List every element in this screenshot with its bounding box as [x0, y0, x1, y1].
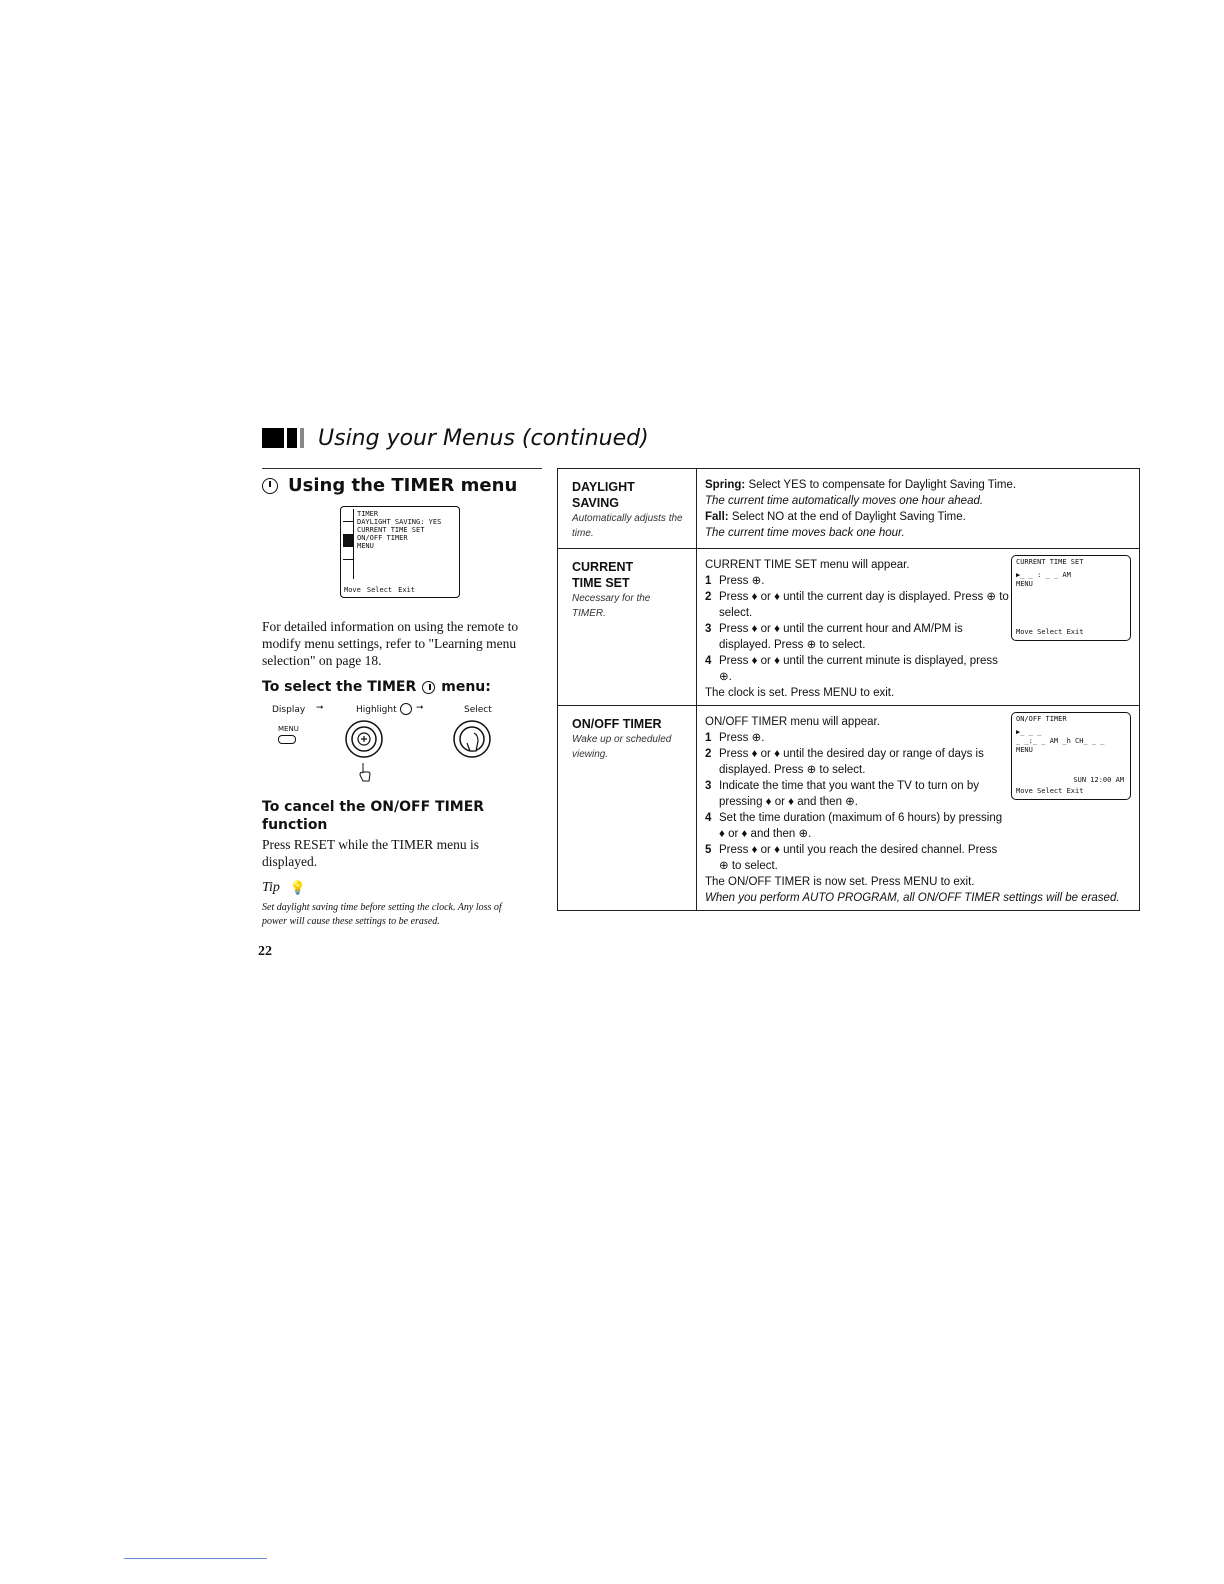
timer-menu-osd [340, 506, 460, 598]
section-title-text: Using the TIMER menu [288, 475, 518, 496]
menu-button-icon [278, 735, 296, 744]
step-select: Select [464, 705, 492, 715]
current-time-osd: CURRENT TIME SET ▶_ _ : _ _ AM MENU Move Select Exit [1011, 555, 1131, 641]
bottom-link-line [124, 1558, 267, 1559]
onoff-timer-osd: ON/OFF TIMER ▶_ _ _ _ _:_ _ AM _h CH_ _ _ MENU SUN 12:00 AM Move Select Exit [1011, 712, 1131, 800]
table-row-current-time-set [558, 549, 1140, 706]
cancel-heading: To cancel the ON/OFF TIMER function [262, 799, 485, 833]
menu-button-label: MENU [278, 725, 299, 733]
header-bar-icon [262, 428, 304, 448]
select-heading: To select the TIMER menu: [262, 679, 491, 695]
row-label: DAYLIGHT SAVING Automatically adjusts the time. [558, 469, 697, 549]
osd-icon-column [343, 509, 354, 579]
row-content: CURRENT TIME SET menu will appear. 1 Press ⊕. 2 Press ♦ or ♦ until the current day is displayed. Press ⊕ to select. 3 Press ♦ or ♦ until the current hour and AM/PM is displayed. Press ⊕ to select. 4 Press ♦ or ♦ until the current minute is displayed, press ⊕. The clock is set. Press MENU to exit. CURRENT TIME SET ▶_ _ : _ _ AM MENU Move Select Exit [697, 549, 1140, 706]
tip-text: Set daylight saving time before setting the clock. Any loss of power will cause these settings to be erased. [262, 902, 502, 927]
clock-icon [400, 703, 412, 715]
step-display: Display [272, 705, 306, 715]
row-label: CURRENT TIME SET Necessary for the TIMER. [558, 549, 697, 706]
lightbulb-icon: 💡 [289, 880, 307, 895]
joystick-press-icon [452, 719, 492, 759]
row-label: ON/OFF TIMER Wake up or scheduled viewing. [558, 706, 697, 911]
timer-settings-table [557, 468, 1140, 911]
joystick-icon [344, 719, 384, 759]
table-row-daylight [558, 469, 1140, 549]
divider [262, 468, 542, 469]
intro-paragraph: For detailed information on using the remote to modify menu settings, refer to "Learning menu selection" on page 18. [262, 619, 519, 668]
header-title: Using your Menus (continued) [318, 425, 649, 451]
clock-icon [422, 681, 435, 694]
step-highlight: Highlight [356, 705, 397, 715]
table-row-onoff-timer [558, 706, 1140, 911]
left-column [262, 468, 542, 496]
hand-pointer-icon [358, 761, 372, 783]
row-content: Spring: Select YES to compensate for Daylight Saving Time. The current time automatically moves one hour ahead. Fall: Select NO at the end of Daylight Saving Time. The current time moves back one hour. [697, 469, 1140, 549]
section-title [262, 475, 542, 496]
arrow-icon: ➞ [316, 703, 324, 713]
select-steps [272, 703, 502, 793]
page-number: 22 [258, 944, 272, 959]
tip-label: Tip [262, 880, 280, 895]
osd-lines: TIMER DAYLIGHT SAVING: YES CURRENT TIME SET ON/OFF TIMER MENU [357, 510, 442, 550]
tip-heading [262, 880, 306, 896]
page-header [262, 421, 649, 455]
osd-footer: Move Select Exit [344, 586, 416, 594]
row-content: ON/OFF TIMER menu will appear. 1 Press ⊕. 2 Press ♦ or ♦ until the desired day or range of days is displayed. Press ⊕ to select. 3 Indicate the time that you want the TV to turn on by pressing ♦ or ♦ and then ⊕. 4 Set the time duration (maximum of 6 hours) by pressing ♦ or ♦ and then ⊕. 5 Press ♦ or ♦ until you reach the desired channel. Press ⊕ to select. The ON/OFF TIMER is now set. Press MENU to exit. When you perform AUTO PROGRAM, all ON/OFF TIMER settings will be erased. ON/OFF TIMER ▶_ _ _ _ _:_ _ AM _h CH_ _ _ MENU SUN 12:00 AM Move Select Exit [697, 706, 1140, 911]
cancel-text: Press RESET while the TIMER menu is displayed. [262, 837, 479, 869]
arrow-icon: ➞ [416, 703, 424, 713]
clock-icon [262, 478, 278, 494]
